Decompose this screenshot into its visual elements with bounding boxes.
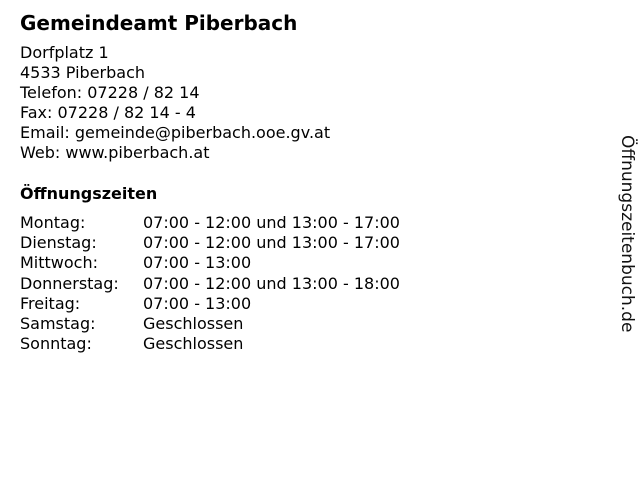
hours-row-saturday <box>20 314 400 334</box>
time-value: Geschlossen <box>143 334 244 354</box>
time-value: 07:00 - 12:00 und 13:00 - 17:00 <box>143 213 400 232</box>
time-value: 07:00 - 13:00 <box>143 293 252 313</box>
time-value: Geschlossen <box>143 313 244 333</box>
hours-row-wednesday <box>20 253 400 273</box>
day-label: Dienstag: <box>20 233 97 253</box>
email-address: Email: gemeinde@piberbach.ooe.gv.at <box>20 123 331 142</box>
day-label: Montag: <box>20 213 86 232</box>
day-label: Samstag: <box>20 313 96 333</box>
hours-row-monday <box>20 213 400 233</box>
hours-row-friday <box>20 294 400 314</box>
page-title: Gemeindeamt Piberbach <box>20 11 298 35</box>
street-address: Dorfplatz 1 <box>20 43 109 62</box>
phone-number: Telefon: 07228 / 82 14 <box>20 83 200 102</box>
website: Web: www.piberbach.at <box>20 143 210 162</box>
time-value: 07:00 - 12:00 und 13:00 - 17:00 <box>143 233 400 253</box>
day-label: Sonntag: <box>20 334 92 354</box>
day-label: Freitag: <box>20 293 81 313</box>
hours-row-tuesday <box>20 233 400 253</box>
hours-row-sunday <box>20 334 400 354</box>
hours-row-thursday <box>20 274 400 294</box>
contact-block <box>20 43 330 163</box>
fax-number: Fax: 07228 / 82 14 - 4 <box>20 103 196 122</box>
time-value: 07:00 - 12:00 und 13:00 - 18:00 <box>143 273 400 293</box>
site-watermark: Öffnungszeitenbuch.de <box>617 135 637 333</box>
opening-hours-heading: Öffnungszeiten <box>20 184 158 203</box>
opening-hours-table <box>20 213 400 354</box>
day-label: Donnerstag: <box>20 273 119 293</box>
city-address: 4533 Piberbach <box>20 63 146 82</box>
time-value: 07:00 - 13:00 <box>143 253 252 273</box>
day-label: Mittwoch: <box>20 253 98 273</box>
